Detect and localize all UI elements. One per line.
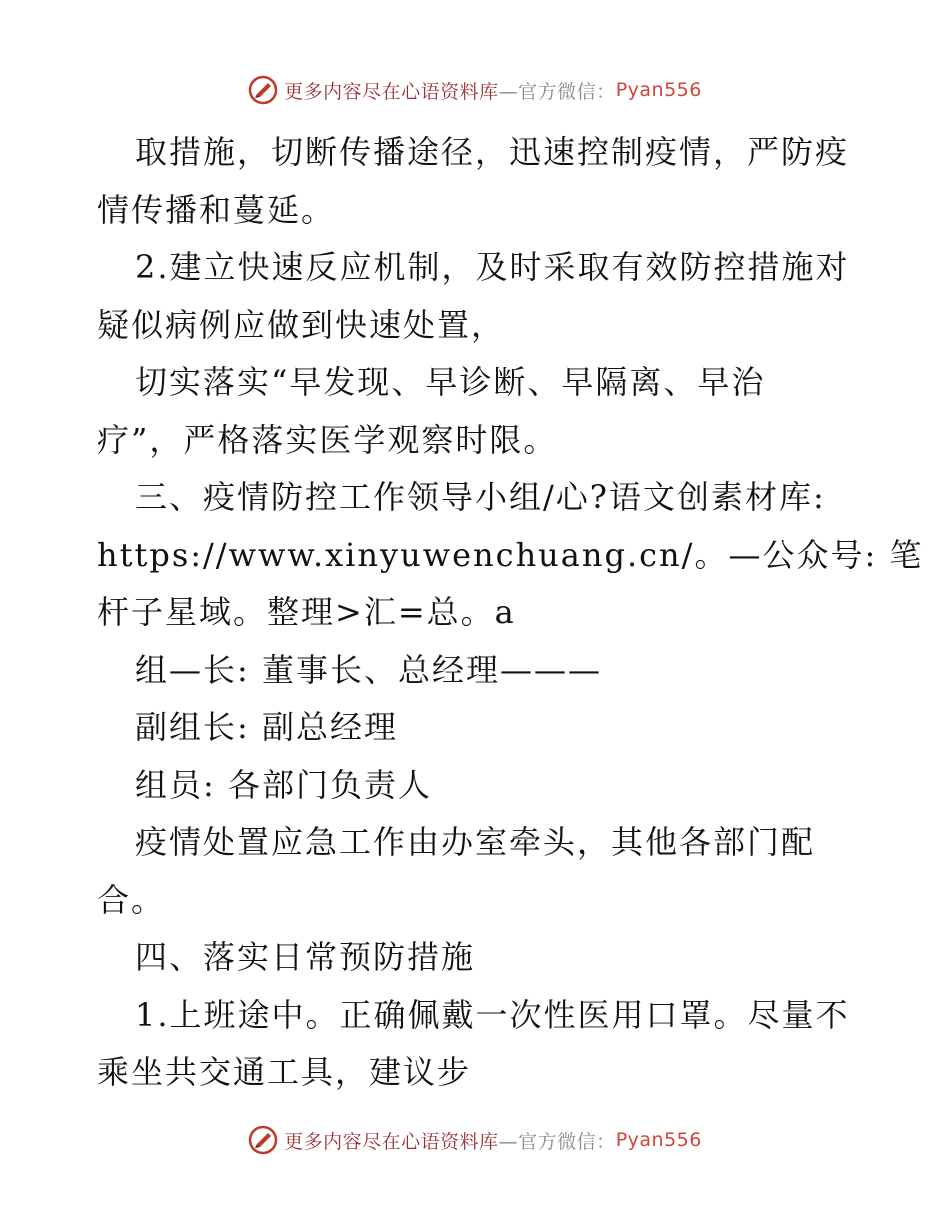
footer-banner-label: —官方微信： bbox=[498, 1130, 616, 1153]
text-line: 杆子星域。整理>汇=总。a bbox=[97, 593, 516, 631]
text-line: 1.上班途中。正确佩戴一次性医用口罩。尽量不 bbox=[135, 995, 850, 1034]
header-banner-wechat-id: Pyan556 bbox=[615, 79, 702, 101]
document-body bbox=[97, 124, 924, 1102]
text-line: 取措施，切断传播途径，迅速控制疫情，严防疫 bbox=[135, 133, 850, 171]
text-line: 副组长: 副总经理 bbox=[135, 708, 398, 746]
text-line: 组员: 各部门负责人 bbox=[135, 765, 432, 804]
brand-logo-icon bbox=[248, 75, 278, 105]
section-heading: 三、疫情防控工作领导小组/心?语文创素材库: bbox=[135, 478, 826, 516]
text-line: 情传播和蔓延。 bbox=[97, 190, 336, 229]
brand-logo-icon bbox=[248, 1125, 278, 1155]
header-banner-text: 更多内容尽在心语资料库 bbox=[284, 80, 499, 103]
text-line: 切实落实“早发现、早诊断、早隔离、早治 bbox=[135, 363, 766, 401]
footer-banner-wechat-id: Pyan556 bbox=[615, 1129, 702, 1151]
text-line: 2.建立快速反应机制，及时采取有效防控措施对 bbox=[135, 248, 850, 286]
text-line: 组—长: 董事长、总经理——— bbox=[135, 650, 602, 689]
text-line: 疫情处置应急工作由办室牵头，其他各部门配 bbox=[135, 823, 816, 861]
text-line: 疑似病例应做到快速处置， bbox=[97, 305, 506, 344]
footer-banner bbox=[0, 1120, 950, 1160]
footer-banner-text: 更多内容尽在心语资料库 bbox=[284, 1130, 499, 1153]
text-line: https://www.xinyuwenchuang.cn/。—公众号: 笔 bbox=[97, 535, 924, 574]
text-line: 合。 bbox=[97, 880, 166, 919]
header-banner bbox=[0, 70, 950, 110]
header-banner-label: —官方微信： bbox=[498, 80, 616, 103]
section-heading: 四、落实日常预防措施 bbox=[135, 938, 476, 976]
text-line: 疗”，严格落实医学观察时限。 bbox=[97, 420, 558, 459]
text-line: 乘坐共交通工具，建议步 bbox=[97, 1053, 472, 1091]
